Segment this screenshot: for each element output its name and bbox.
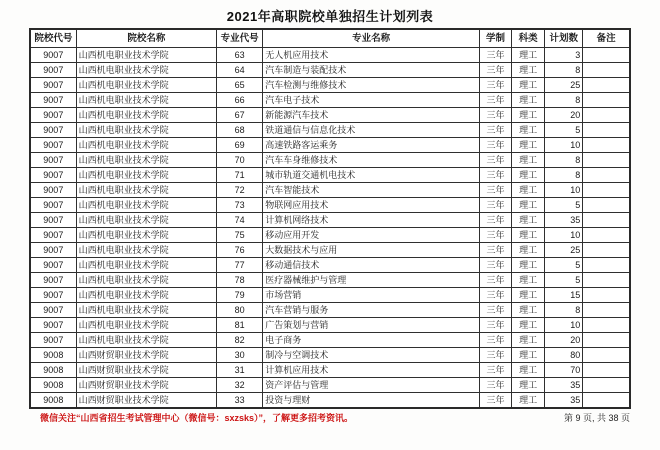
cell-remarks [583, 213, 630, 228]
cell-plan-count: 35 [545, 393, 583, 409]
cell-major-name: 计算机应用技术 [263, 363, 480, 378]
cell-college-name: 山西机电职业技术学院 [76, 198, 216, 213]
cell-major-code: 76 [217, 243, 263, 258]
cell-major-code: 69 [217, 138, 263, 153]
cell-college-code: 9007 [30, 48, 76, 63]
header-college-name: 院校名称 [76, 29, 216, 48]
cell-major-name: 市场营销 [263, 288, 480, 303]
cell-major-name: 移动应用开发 [263, 228, 480, 243]
cell-remarks [583, 93, 630, 108]
cell-college-code: 9008 [30, 378, 76, 393]
cell-plan-count: 5 [545, 123, 583, 138]
cell-college-code: 9007 [30, 258, 76, 273]
cell-subject-category: 理工 [512, 303, 545, 318]
cell-remarks [583, 363, 630, 378]
cell-study-length: 三年 [479, 153, 511, 168]
cell-plan-count: 3 [545, 48, 583, 63]
cell-subject-category: 理工 [512, 258, 545, 273]
cell-major-name: 城市轨道交通机电技术 [263, 168, 480, 183]
cell-subject-category: 理工 [512, 93, 545, 108]
cell-remarks [583, 78, 630, 93]
table-row [30, 288, 630, 303]
cell-college-name: 山西财贸职业技术学院 [76, 393, 216, 409]
header-major-name: 专业名称 [263, 29, 480, 48]
cell-college-code: 9007 [30, 333, 76, 348]
cell-plan-count: 25 [545, 243, 583, 258]
cell-college-name: 山西机电职业技术学院 [76, 243, 216, 258]
table-row [30, 213, 630, 228]
cell-subject-category: 理工 [512, 138, 545, 153]
table-row [30, 303, 630, 318]
cell-plan-count: 35 [545, 378, 583, 393]
cell-subject-category: 理工 [512, 183, 545, 198]
cell-major-code: 78 [217, 273, 263, 288]
cell-major-name: 汽车电子技术 [263, 93, 480, 108]
cell-remarks [583, 333, 630, 348]
cell-major-code: 74 [217, 213, 263, 228]
cell-remarks [583, 288, 630, 303]
table-row [30, 138, 630, 153]
table-row [30, 243, 630, 258]
cell-college-name: 山西机电职业技术学院 [76, 138, 216, 153]
cell-plan-count: 25 [545, 78, 583, 93]
cell-plan-count: 35 [545, 213, 583, 228]
cell-study-length: 三年 [479, 78, 511, 93]
cell-major-code: 64 [217, 63, 263, 78]
cell-college-name: 山西财贸职业技术学院 [76, 348, 216, 363]
cell-college-code: 9007 [30, 138, 76, 153]
cell-subject-category: 理工 [512, 318, 545, 333]
cell-major-name: 汽车车身维修技术 [263, 153, 480, 168]
cell-plan-count: 15 [545, 288, 583, 303]
header-study-length: 学制 [479, 29, 511, 48]
wechat-notice-text: 微信关注“山西省招生考试管理中心（微信号：sxzsks）”，了解更多招考资讯。 [40, 413, 354, 423]
header-plan-count: 计划数 [545, 29, 583, 48]
cell-college-name: 山西机电职业技术学院 [76, 333, 216, 348]
cell-major-code: 67 [217, 108, 263, 123]
cell-major-name: 计算机网络技术 [263, 213, 480, 228]
cell-study-length: 三年 [479, 303, 511, 318]
header-subject-category: 科类 [512, 29, 545, 48]
cell-subject-category: 理工 [512, 123, 545, 138]
cell-plan-count: 20 [545, 108, 583, 123]
cell-subject-category: 理工 [512, 393, 545, 409]
cell-major-name: 投资与理财 [263, 393, 480, 409]
cell-remarks [583, 378, 630, 393]
cell-major-name: 铁道通信与信息化技术 [263, 123, 480, 138]
cell-study-length: 三年 [479, 228, 511, 243]
cell-subject-category: 理工 [512, 348, 545, 363]
cell-remarks [583, 153, 630, 168]
cell-remarks [583, 228, 630, 243]
cell-plan-count: 8 [545, 303, 583, 318]
cell-study-length: 三年 [479, 378, 511, 393]
cell-college-code: 9007 [30, 108, 76, 123]
cell-plan-count: 70 [545, 363, 583, 378]
cell-major-code: 81 [217, 318, 263, 333]
table-row [30, 78, 630, 93]
table-row [30, 48, 630, 63]
cell-college-name: 山西机电职业技术学院 [76, 108, 216, 123]
cell-college-name: 山西机电职业技术学院 [76, 183, 216, 198]
cell-subject-category: 理工 [512, 333, 545, 348]
cell-study-length: 三年 [479, 243, 511, 258]
cell-major-name: 汽车制造与装配技术 [263, 63, 480, 78]
cell-college-code: 9007 [30, 243, 76, 258]
cell-major-name: 移动通信技术 [263, 258, 480, 273]
enrollment-plan-table [29, 28, 631, 409]
table-row [30, 393, 630, 409]
header-remarks: 备注 [583, 29, 630, 48]
cell-major-code: 66 [217, 93, 263, 108]
cell-study-length: 三年 [479, 258, 511, 273]
cell-major-name: 汽车检测与维修技术 [263, 78, 480, 93]
cell-major-code: 31 [217, 363, 263, 378]
cell-remarks [583, 48, 630, 63]
cell-remarks [583, 108, 630, 123]
cell-remarks [583, 273, 630, 288]
cell-study-length: 三年 [479, 333, 511, 348]
cell-college-name: 山西机电职业技术学院 [76, 258, 216, 273]
table-row [30, 258, 630, 273]
cell-study-length: 三年 [479, 48, 511, 63]
cell-remarks [583, 303, 630, 318]
cell-remarks [583, 258, 630, 273]
cell-major-code: 72 [217, 183, 263, 198]
cell-college-code: 9007 [30, 318, 76, 333]
table-row [30, 378, 630, 393]
cell-major-code: 77 [217, 258, 263, 273]
cell-subject-category: 理工 [512, 288, 545, 303]
cell-subject-category: 理工 [512, 78, 545, 93]
cell-college-code: 9007 [30, 183, 76, 198]
cell-subject-category: 理工 [512, 198, 545, 213]
cell-college-name: 山西机电职业技术学院 [76, 318, 216, 333]
cell-major-name: 制冷与空调技术 [263, 348, 480, 363]
cell-study-length: 三年 [479, 213, 511, 228]
cell-major-code: 68 [217, 123, 263, 138]
cell-plan-count: 5 [545, 273, 583, 288]
cell-subject-category: 理工 [512, 378, 545, 393]
cell-college-code: 9007 [30, 63, 76, 78]
cell-college-code: 9007 [30, 168, 76, 183]
cell-college-code: 9007 [30, 228, 76, 243]
cell-major-code: 80 [217, 303, 263, 318]
cell-major-code: 30 [217, 348, 263, 363]
cell-study-length: 三年 [479, 318, 511, 333]
cell-study-length: 三年 [479, 363, 511, 378]
cell-study-length: 三年 [479, 108, 511, 123]
cell-major-code: 70 [217, 153, 263, 168]
table-row [30, 348, 630, 363]
cell-college-code: 9007 [30, 198, 76, 213]
table-body [30, 48, 630, 409]
cell-subject-category: 理工 [512, 153, 545, 168]
cell-major-code: 63 [217, 48, 263, 63]
cell-college-code: 9008 [30, 393, 76, 409]
cell-major-code: 75 [217, 228, 263, 243]
cell-plan-count: 8 [545, 63, 583, 78]
cell-college-code: 9007 [30, 213, 76, 228]
cell-college-name: 山西财贸职业技术学院 [76, 378, 216, 393]
table-row [30, 183, 630, 198]
cell-study-length: 三年 [479, 348, 511, 363]
table-row [30, 63, 630, 78]
cell-major-code: 32 [217, 378, 263, 393]
cell-plan-count: 8 [545, 168, 583, 183]
cell-college-name: 山西机电职业技术学院 [76, 78, 216, 93]
cell-major-code: 79 [217, 288, 263, 303]
cell-college-name: 山西机电职业技术学院 [76, 93, 216, 108]
cell-subject-category: 理工 [512, 273, 545, 288]
cell-college-code: 9007 [30, 123, 76, 138]
cell-plan-count: 10 [545, 138, 583, 153]
table-row [30, 93, 630, 108]
table-header-row [30, 29, 630, 48]
cell-remarks [583, 138, 630, 153]
cell-remarks [583, 63, 630, 78]
cell-plan-count: 80 [545, 348, 583, 363]
cell-major-code: 82 [217, 333, 263, 348]
cell-college-code: 9008 [30, 348, 76, 363]
table-row [30, 168, 630, 183]
cell-subject-category: 理工 [512, 228, 545, 243]
cell-plan-count: 8 [545, 93, 583, 108]
cell-college-name: 山西机电职业技术学院 [76, 273, 216, 288]
cell-study-length: 三年 [479, 393, 511, 409]
cell-study-length: 三年 [479, 168, 511, 183]
cell-plan-count: 8 [545, 153, 583, 168]
cell-major-code: 65 [217, 78, 263, 93]
cell-subject-category: 理工 [512, 168, 545, 183]
cell-college-code: 9007 [30, 303, 76, 318]
cell-plan-count: 5 [545, 198, 583, 213]
table-row [30, 153, 630, 168]
cell-major-name: 新能源汽车技术 [263, 108, 480, 123]
cell-college-code: 9007 [30, 78, 76, 93]
cell-remarks [583, 198, 630, 213]
cell-subject-category: 理工 [512, 213, 545, 228]
cell-remarks [583, 183, 630, 198]
cell-plan-count: 10 [545, 183, 583, 198]
cell-subject-category: 理工 [512, 48, 545, 63]
cell-college-name: 山西财贸职业技术学院 [76, 363, 216, 378]
cell-major-name: 汽车营销与服务 [263, 303, 480, 318]
cell-remarks [583, 348, 630, 363]
cell-major-name: 广告策划与营销 [263, 318, 480, 333]
table-row [30, 123, 630, 138]
cell-major-code: 33 [217, 393, 263, 409]
cell-college-name: 山西机电职业技术学院 [76, 123, 216, 138]
cell-study-length: 三年 [479, 288, 511, 303]
cell-remarks [583, 123, 630, 138]
table-row [30, 228, 630, 243]
table-row [30, 333, 630, 348]
cell-study-length: 三年 [479, 198, 511, 213]
cell-study-length: 三年 [479, 93, 511, 108]
table-row [30, 318, 630, 333]
cell-plan-count: 10 [545, 228, 583, 243]
cell-major-name: 汽车智能技术 [263, 183, 480, 198]
cell-subject-category: 理工 [512, 363, 545, 378]
cell-major-name: 大数据技术与应用 [263, 243, 480, 258]
page-title: 2021年高职院校单独招生计划列表 [226, 9, 434, 24]
cell-college-name: 山西机电职业技术学院 [76, 63, 216, 78]
cell-major-code: 73 [217, 198, 263, 213]
cell-study-length: 三年 [479, 183, 511, 198]
table-row [30, 273, 630, 288]
cell-major-name: 高速铁路客运乘务 [263, 138, 480, 153]
cell-major-name: 资产评估与管理 [263, 378, 480, 393]
cell-major-name: 无人机应用技术 [263, 48, 480, 63]
table-row [30, 198, 630, 213]
cell-major-name: 电子商务 [263, 333, 480, 348]
cell-college-code: 9007 [30, 273, 76, 288]
cell-subject-category: 理工 [512, 63, 545, 78]
cell-study-length: 三年 [479, 123, 511, 138]
cell-college-name: 山西机电职业技术学院 [76, 168, 216, 183]
cell-plan-count: 5 [545, 258, 583, 273]
cell-college-name: 山西机电职业技术学院 [76, 213, 216, 228]
cell-major-name: 物联网应用技术 [263, 198, 480, 213]
header-major-code: 专业代号 [217, 29, 263, 48]
cell-college-name: 山西机电职业技术学院 [76, 303, 216, 318]
cell-study-length: 三年 [479, 63, 511, 78]
page-number-info: 第 9 页, 共 38 页 [563, 413, 630, 423]
cell-plan-count: 20 [545, 333, 583, 348]
cell-subject-category: 理工 [512, 108, 545, 123]
cell-college-code: 9007 [30, 153, 76, 168]
cell-remarks [583, 318, 630, 333]
header-college-code: 院校代号 [30, 29, 76, 48]
cell-college-code: 9008 [30, 363, 76, 378]
cell-subject-category: 理工 [512, 243, 545, 258]
cell-college-name: 山西机电职业技术学院 [76, 48, 216, 63]
cell-college-name: 山西机电职业技术学院 [76, 228, 216, 243]
cell-major-name: 医疗器械维护与管理 [263, 273, 480, 288]
cell-college-name: 山西机电职业技术学院 [76, 288, 216, 303]
cell-plan-count: 10 [545, 318, 583, 333]
cell-remarks [583, 393, 630, 409]
table-row [30, 108, 630, 123]
table-row [30, 363, 630, 378]
cell-major-code: 71 [217, 168, 263, 183]
cell-remarks [583, 168, 630, 183]
cell-college-code: 9007 [30, 288, 76, 303]
cell-college-name: 山西机电职业技术学院 [76, 153, 216, 168]
cell-study-length: 三年 [479, 273, 511, 288]
cell-remarks [583, 243, 630, 258]
cell-study-length: 三年 [479, 138, 511, 153]
cell-college-code: 9007 [30, 93, 76, 108]
